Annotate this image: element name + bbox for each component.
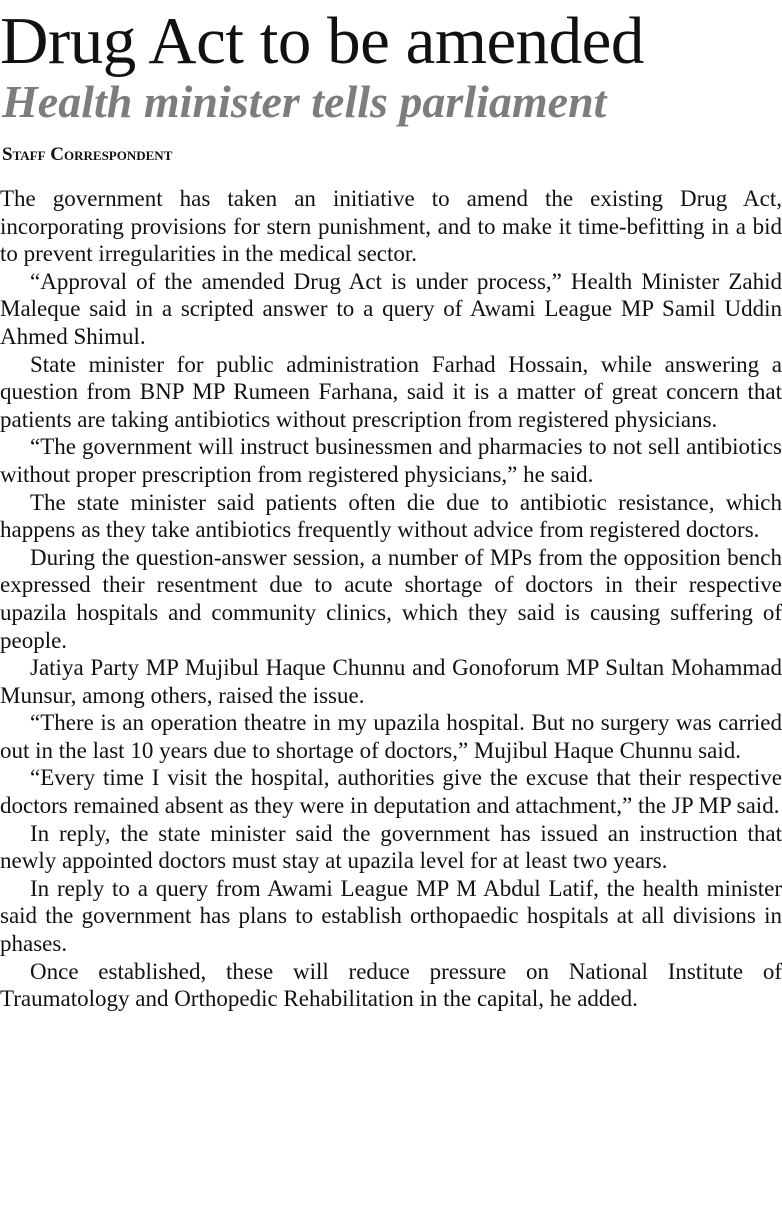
paragraph: “Approval of the amended Drug Act is under process,” Health Minister Zahid Maleque said in a scripted answer to a query of Awami League MP Samil Uddin Ahmed Shimul. [0, 268, 782, 349]
paragraph: “There is an operation theatre in my upazila hospital. But no surgery was carried out in the last 10 years due to shortage of doctors,” Mujibul Haque Chunnu said. [0, 710, 782, 763]
paragraph: Once established, these will reduce pressure on National Institute of Traumatology and Orthopedic Rehabilitation in the capital, he added. [0, 958, 782, 1012]
paragraph: The state minister said patients often die due to antibiotic resistance, which happens as they take antibiotics frequently without advice from registered doctors. [0, 489, 782, 543]
paragraph: “The government will instruct businessmen and pharmacies to not sell antibiotics without proper prescription from registered physicians,” he said. [0, 434, 782, 487]
paragraph: In reply to a query from Awami League MP M Abdul Latif, the health minister said the government has plans to establish orthopaedic hospitals at all divisions in phases. [0, 875, 782, 957]
headline: Drug Act to be amended [0, 4, 644, 78]
byline: Staff Correspondent [2, 144, 173, 165]
subheadline: Health minister tells parliament [2, 76, 607, 127]
paragraph: State minister for public administration Farhad Hossain, while answering a question from BNP MP Rumeen Farhana, said it is a matter of great concern that patients are taking antibiotics without prescription from registered physicians. [0, 351, 782, 432]
paragraph: The government has taken an initiative to amend the existing Drug Act, incorporating provisions for stern punishment, and to make it time-befitting in a bid to prevent irregularities in the medical sector. [0, 186, 782, 267]
article-body [0, 185, 782, 1013]
paragraph: “Every time I visit the hospital, authorities give the excuse that their respective doctors remained absent as they were in deputation and attachment,” the JP MP said. [0, 765, 782, 819]
paragraph: Jatiya Party MP Mujibul Haque Chunnu and Gonoforum MP Sultan Mohammad Munsur, among others, raised the issue. [0, 655, 782, 708]
paragraph: In reply, the state minister said the government has issued an instruction that newly appointed doctors must stay at upazila level for at least two years. [0, 820, 782, 874]
paragraph: During the question-answer session, a number of MPs from the opposition bench expressed their resentment due to acute shortage of doctors in their respective upazila hospitals and community clinics, which they said is causing suffering of people. [0, 544, 782, 653]
